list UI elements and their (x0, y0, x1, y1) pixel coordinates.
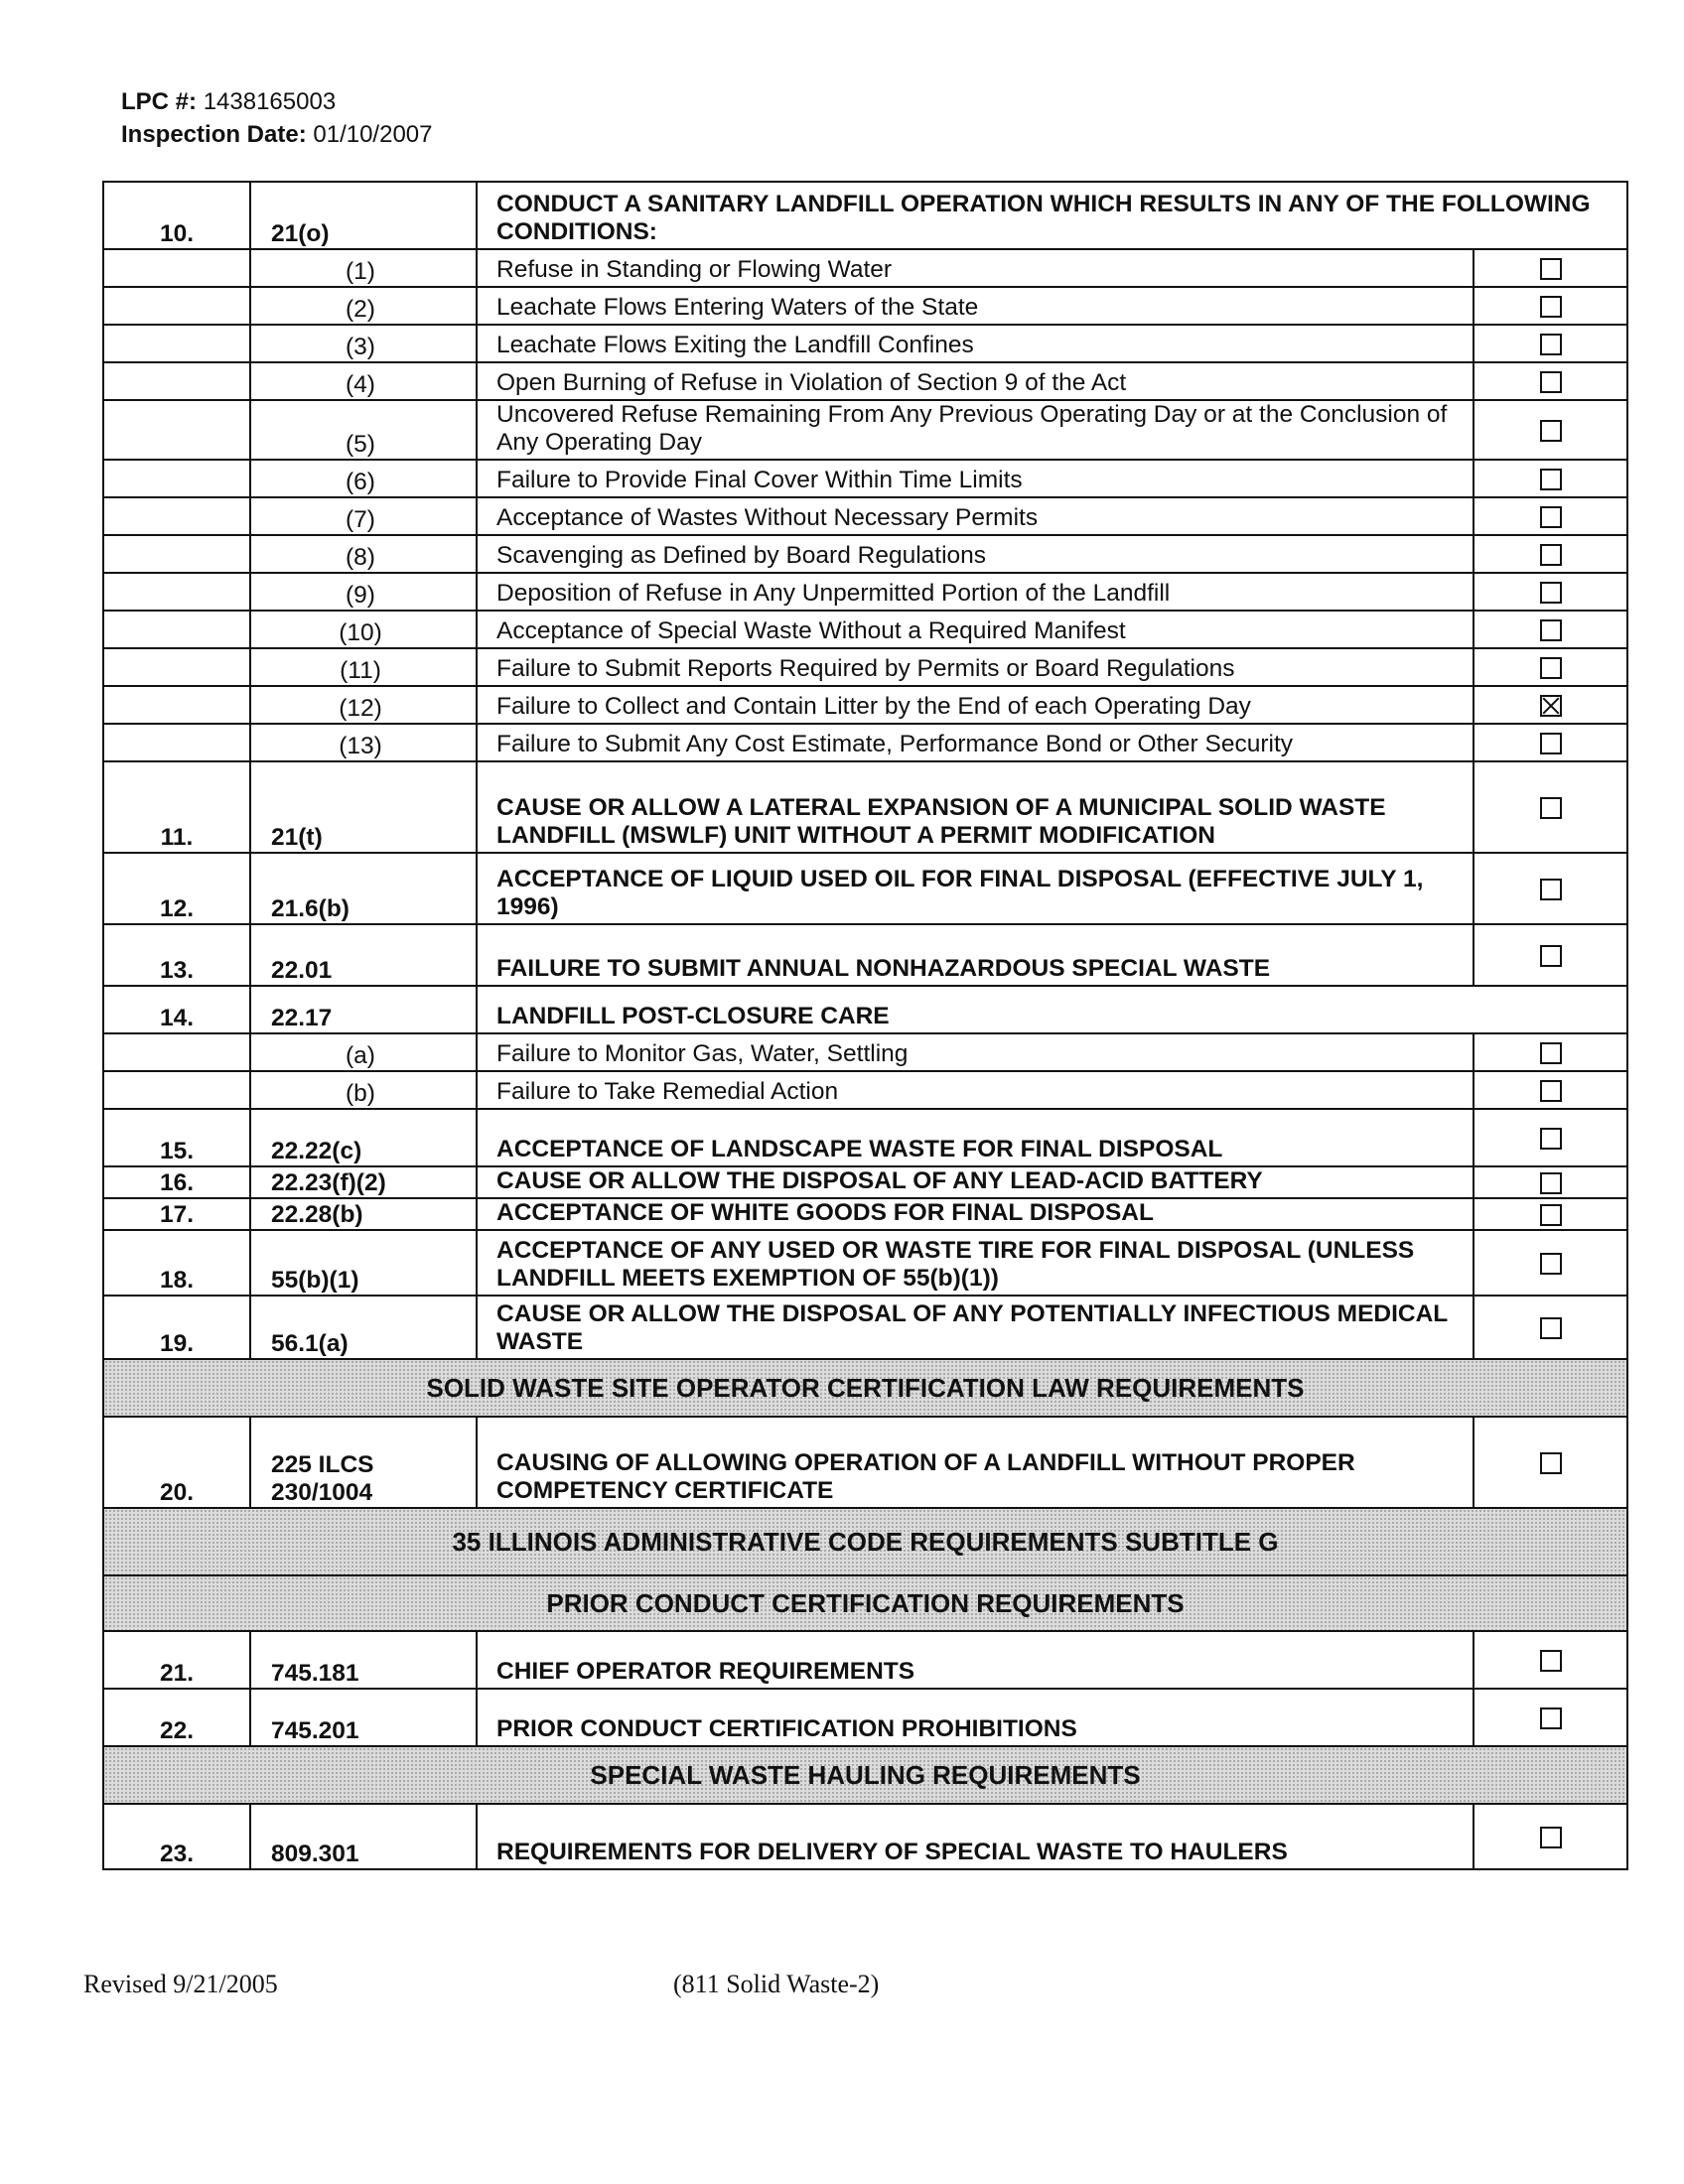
section-header-row (103, 1575, 1627, 1631)
item-number: 15. (103, 1109, 250, 1166)
page-header (121, 85, 433, 151)
item-number-cell (103, 400, 250, 460)
item-number: 13. (103, 924, 250, 986)
item-row (103, 1417, 1627, 1508)
item-description: Refuse in Standing or Flowing Water (477, 249, 1474, 287)
item-number-cell (103, 573, 250, 611)
checkbox-cell (1474, 648, 1627, 686)
item-row (103, 924, 1627, 986)
checkbox[interactable] (1540, 797, 1562, 819)
item-citation: 745.181 (250, 1631, 477, 1689)
item-number-cell (103, 460, 250, 497)
item-number: 14. (103, 986, 250, 1033)
item-description: Scavenging as Defined by Board Regulations (477, 535, 1474, 573)
section-title: SPECIAL WASTE HAULING REQUIREMENTS (103, 1746, 1627, 1804)
item-citation: 22.17 (250, 986, 477, 1033)
item-citation: 21(t) (250, 761, 477, 853)
checkbox-cell (1474, 1166, 1627, 1198)
item-citation: 22.28(b) (250, 1198, 477, 1230)
checkbox[interactable] (1540, 1080, 1562, 1102)
item-number: 17. (103, 1198, 250, 1230)
item-description: ACCEPTANCE OF WHITE GOODS FOR FINAL DISPOSAL (477, 1198, 1474, 1230)
checkbox-cell (1474, 1033, 1627, 1071)
item-row (103, 1689, 1627, 1746)
item-description: Uncovered Refuse Remaining From Any Previous Operating Day or at the Conclusion of Any Operating Day (477, 400, 1474, 460)
inspection-date-label: Inspection Date: (121, 121, 307, 148)
item-number: 10. (103, 182, 250, 249)
item-citation: 809.301 (250, 1804, 477, 1869)
checkbox-cell (1474, 325, 1627, 362)
item-description: Failure to Collect and Contain Litter by the End of each Operating Day (477, 686, 1474, 724)
subitem-row (103, 686, 1627, 724)
subitem-label: (7) (250, 497, 477, 535)
subitem-label: (b) (250, 1071, 477, 1109)
checkbox[interactable] (1540, 506, 1562, 528)
item-number: 18. (103, 1230, 250, 1296)
checkbox[interactable] (1540, 619, 1562, 641)
item-number: 16. (103, 1166, 250, 1198)
item-row (103, 761, 1627, 853)
item-number-cell (103, 1071, 250, 1109)
item-description: ACCEPTANCE OF ANY USED OR WASTE TIRE FOR FINAL DISPOSAL (UNLESS LANDFILL MEETS EXEMPTION OF 55(b)(1)) (477, 1230, 1474, 1296)
subitem-row (103, 573, 1627, 611)
subitem-label: (12) (250, 686, 477, 724)
checkbox[interactable] (1540, 258, 1562, 280)
item-number-cell (103, 362, 250, 400)
subitem-label: (1) (250, 249, 477, 287)
subitem-label: (9) (250, 573, 477, 611)
checkbox-cell (1474, 1230, 1627, 1296)
subitem-row (103, 648, 1627, 686)
subitem-row (103, 1071, 1627, 1109)
violations-table-body (103, 182, 1627, 1869)
subitem-row (103, 535, 1627, 573)
item-description: ACCEPTANCE OF LIQUID USED OIL FOR FINAL DISPOSAL (EFFECTIVE JULY 1, 1996) (477, 853, 1474, 924)
item-citation: 22.22(c) (250, 1109, 477, 1166)
inspection-date-line (121, 118, 433, 151)
item-row (103, 1804, 1627, 1869)
lpc-line (121, 85, 433, 118)
item-number-cell (103, 648, 250, 686)
checkbox-cell (1474, 1109, 1627, 1166)
subitem-label: (4) (250, 362, 477, 400)
subitem-label: (6) (250, 460, 477, 497)
checkbox-cell (1474, 686, 1627, 724)
checkbox-cell (1474, 460, 1627, 497)
item-description: Acceptance of Special Waste Without a Required Manifest (477, 611, 1474, 648)
checkbox-cell (1474, 400, 1627, 460)
checkbox[interactable] (1540, 420, 1562, 442)
item-citation: 21.6(b) (250, 853, 477, 924)
checkbox[interactable] (1540, 1042, 1562, 1064)
item-number: 19. (103, 1296, 250, 1359)
item-citation: 745.201 (250, 1689, 477, 1746)
checkbox[interactable] (1540, 1707, 1562, 1729)
checkbox-cell (1474, 1804, 1627, 1869)
item-description: Failure to Monitor Gas, Water, Settling (477, 1033, 1474, 1071)
section-title: PRIOR CONDUCT CERTIFICATION REQUIREMENTS (103, 1575, 1627, 1631)
item-description: Open Burning of Refuse in Violation of Section 9 of the Act (477, 362, 1474, 400)
checkbox[interactable] (1540, 1172, 1562, 1194)
checkbox[interactable] (1540, 544, 1562, 566)
checkbox[interactable] (1540, 879, 1562, 900)
checkbox[interactable] (1540, 1253, 1562, 1275)
inspection-date-value: 01/10/2007 (313, 121, 433, 148)
checkbox[interactable] (1540, 1317, 1562, 1339)
item-number-cell (103, 724, 250, 761)
checkbox[interactable] (1540, 582, 1562, 604)
checkbox-cell (1474, 1198, 1627, 1230)
item-number: 20. (103, 1417, 250, 1508)
subitem-label: (11) (250, 648, 477, 686)
item-number-cell (103, 611, 250, 648)
checkbox-cell (1474, 362, 1627, 400)
checkbox-cell (1474, 611, 1627, 648)
item-description: REQUIREMENTS FOR DELIVERY OF SPECIAL WASTE TO HAULERS (477, 1804, 1474, 1869)
item-citation: 22.23(f)(2) (250, 1166, 477, 1198)
checkbox[interactable] (1540, 469, 1562, 490)
item-row (103, 1198, 1627, 1230)
item-number-cell (103, 1033, 250, 1071)
item-row (103, 853, 1627, 924)
item-number: 23. (103, 1804, 250, 1869)
item-row (103, 1109, 1627, 1166)
subitem-label: (3) (250, 325, 477, 362)
item-row (103, 986, 1627, 1033)
checkbox-cell (1474, 1071, 1627, 1109)
subitem-row (103, 497, 1627, 535)
section-title: SOLID WASTE SITE OPERATOR CERTIFICATION LAW REQUIREMENTS (103, 1359, 1627, 1417)
item-citation: 21(o) (250, 182, 477, 249)
checkbox-cell (1474, 853, 1627, 924)
item-number-cell (103, 497, 250, 535)
item-description: Leachate Flows Exiting the Landfill Confines (477, 325, 1474, 362)
section-title: 35 ILLINOIS ADMINISTRATIVE CODE REQUIREMENTS SUBTITLE G (103, 1508, 1627, 1575)
item-description: Failure to Provide Final Cover Within Time Limits (477, 460, 1474, 497)
checkbox-cell (1474, 249, 1627, 287)
section-header-row (103, 1508, 1627, 1575)
lpc-label: LPC #: (121, 88, 198, 115)
checkbox-cell (1474, 535, 1627, 573)
item-description: CAUSE OR ALLOW A LATERAL EXPANSION OF A MUNICIPAL SOLID WASTE LANDFILL (MSWLF) UNIT WITHOUT A PERMIT MODIFICATION (477, 761, 1474, 853)
item-row (103, 1230, 1627, 1296)
subitem-label: (2) (250, 287, 477, 325)
item-row (103, 1166, 1627, 1198)
subitem-row (103, 287, 1627, 325)
item-description: PRIOR CONDUCT CERTIFICATION PROHIBITIONS (477, 1689, 1474, 1746)
checkbox-cell (1474, 497, 1627, 535)
checkbox-cell (1474, 287, 1627, 325)
section-header-row (103, 1359, 1627, 1417)
item-description: ACCEPTANCE OF LANDSCAPE WASTE FOR FINAL DISPOSAL (477, 1109, 1474, 1166)
item-number: 21. (103, 1631, 250, 1689)
subitem-row (103, 460, 1627, 497)
subitem-row (103, 1033, 1627, 1071)
item-citation: 22.01 (250, 924, 477, 986)
item-citation: 56.1(a) (250, 1296, 477, 1359)
item-number-cell (103, 325, 250, 362)
lpc-value: 1438165003 (203, 88, 337, 115)
subitem-label: (a) (250, 1033, 477, 1071)
checked-checkbox[interactable] (1540, 695, 1562, 717)
item-description: CHIEF OPERATOR REQUIREMENTS (477, 1631, 1474, 1689)
item-citation: 225 ILCS 230/1004 (250, 1417, 477, 1508)
item-row (103, 182, 1627, 249)
item-description: Failure to Submit Reports Required by Permits or Board Regulations (477, 648, 1474, 686)
item-description: CAUSE OR ALLOW THE DISPOSAL OF ANY LEAD-ACID BATTERY (477, 1166, 1474, 1198)
item-number-cell (103, 686, 250, 724)
section-header-row (103, 1746, 1627, 1804)
subitem-label: (13) (250, 724, 477, 761)
item-description: Leachate Flows Entering Waters of the State (477, 287, 1474, 325)
item-description: Failure to Take Remedial Action (477, 1071, 1474, 1109)
checkbox-cell (1474, 1417, 1627, 1508)
item-row (103, 1631, 1627, 1689)
item-number: 11. (103, 761, 250, 853)
checkbox[interactable] (1540, 334, 1562, 355)
item-description: LANDFILL POST-CLOSURE CARE (477, 986, 1627, 1033)
item-number-cell (103, 249, 250, 287)
item-row (103, 1296, 1627, 1359)
form-id: (811 Solid Waste-2) (673, 1970, 880, 1998)
item-description: CONDUCT A SANITARY LANDFILL OPERATION WHICH RESULTS IN ANY OF THE FOLLOWING CONDITIONS: (477, 182, 1627, 249)
checkbox[interactable] (1540, 657, 1562, 679)
checkbox-cell (1474, 761, 1627, 853)
item-number-cell (103, 287, 250, 325)
subitem-row (103, 325, 1627, 362)
item-description: CAUSING OF ALLOWING OPERATION OF A LANDFILL WITHOUT PROPER COMPETENCY CERTIFICATE (477, 1417, 1474, 1508)
checkbox-cell (1474, 573, 1627, 611)
item-number-cell (103, 535, 250, 573)
checkbox-cell (1474, 724, 1627, 761)
checkbox-cell (1474, 1296, 1627, 1359)
checkbox[interactable] (1540, 945, 1562, 967)
item-description: CAUSE OR ALLOW THE DISPOSAL OF ANY POTENTIALLY INFECTIOUS MEDICAL WASTE (477, 1296, 1474, 1359)
subitem-row (103, 249, 1627, 287)
subitem-row (103, 400, 1627, 460)
item-description: Acceptance of Wastes Without Necessary Permits (477, 497, 1474, 535)
checkbox[interactable] (1540, 1650, 1562, 1672)
checkbox-cell (1474, 1689, 1627, 1746)
checkbox[interactable] (1540, 1452, 1562, 1474)
item-number: 22. (103, 1689, 250, 1746)
item-description: Failure to Submit Any Cost Estimate, Performance Bond or Other Security (477, 724, 1474, 761)
subitem-label: (5) (250, 400, 477, 460)
subitem-label: (8) (250, 535, 477, 573)
item-citation: 55(b)(1) (250, 1230, 477, 1296)
violations-table (102, 181, 1628, 1870)
item-number: 12. (103, 853, 250, 924)
subitem-row (103, 724, 1627, 761)
checkbox-cell (1474, 924, 1627, 986)
checkbox[interactable] (1540, 733, 1562, 754)
checkbox[interactable] (1540, 1827, 1562, 1848)
subitem-row (103, 611, 1627, 648)
subitem-label: (10) (250, 611, 477, 648)
checkbox[interactable] (1540, 1204, 1562, 1226)
checkbox-cell (1474, 1631, 1627, 1689)
checkbox[interactable] (1540, 1128, 1562, 1150)
item-description: Deposition of Refuse in Any Unpermitted Portion of the Landfill (477, 573, 1474, 611)
subitem-row (103, 362, 1627, 400)
checkbox[interactable] (1540, 371, 1562, 393)
revised-date: Revised 9/21/2005 (83, 1970, 278, 1998)
checkbox[interactable] (1540, 296, 1562, 318)
item-description: FAILURE TO SUBMIT ANNUAL NONHAZARDOUS SPECIAL WASTE (477, 924, 1474, 986)
